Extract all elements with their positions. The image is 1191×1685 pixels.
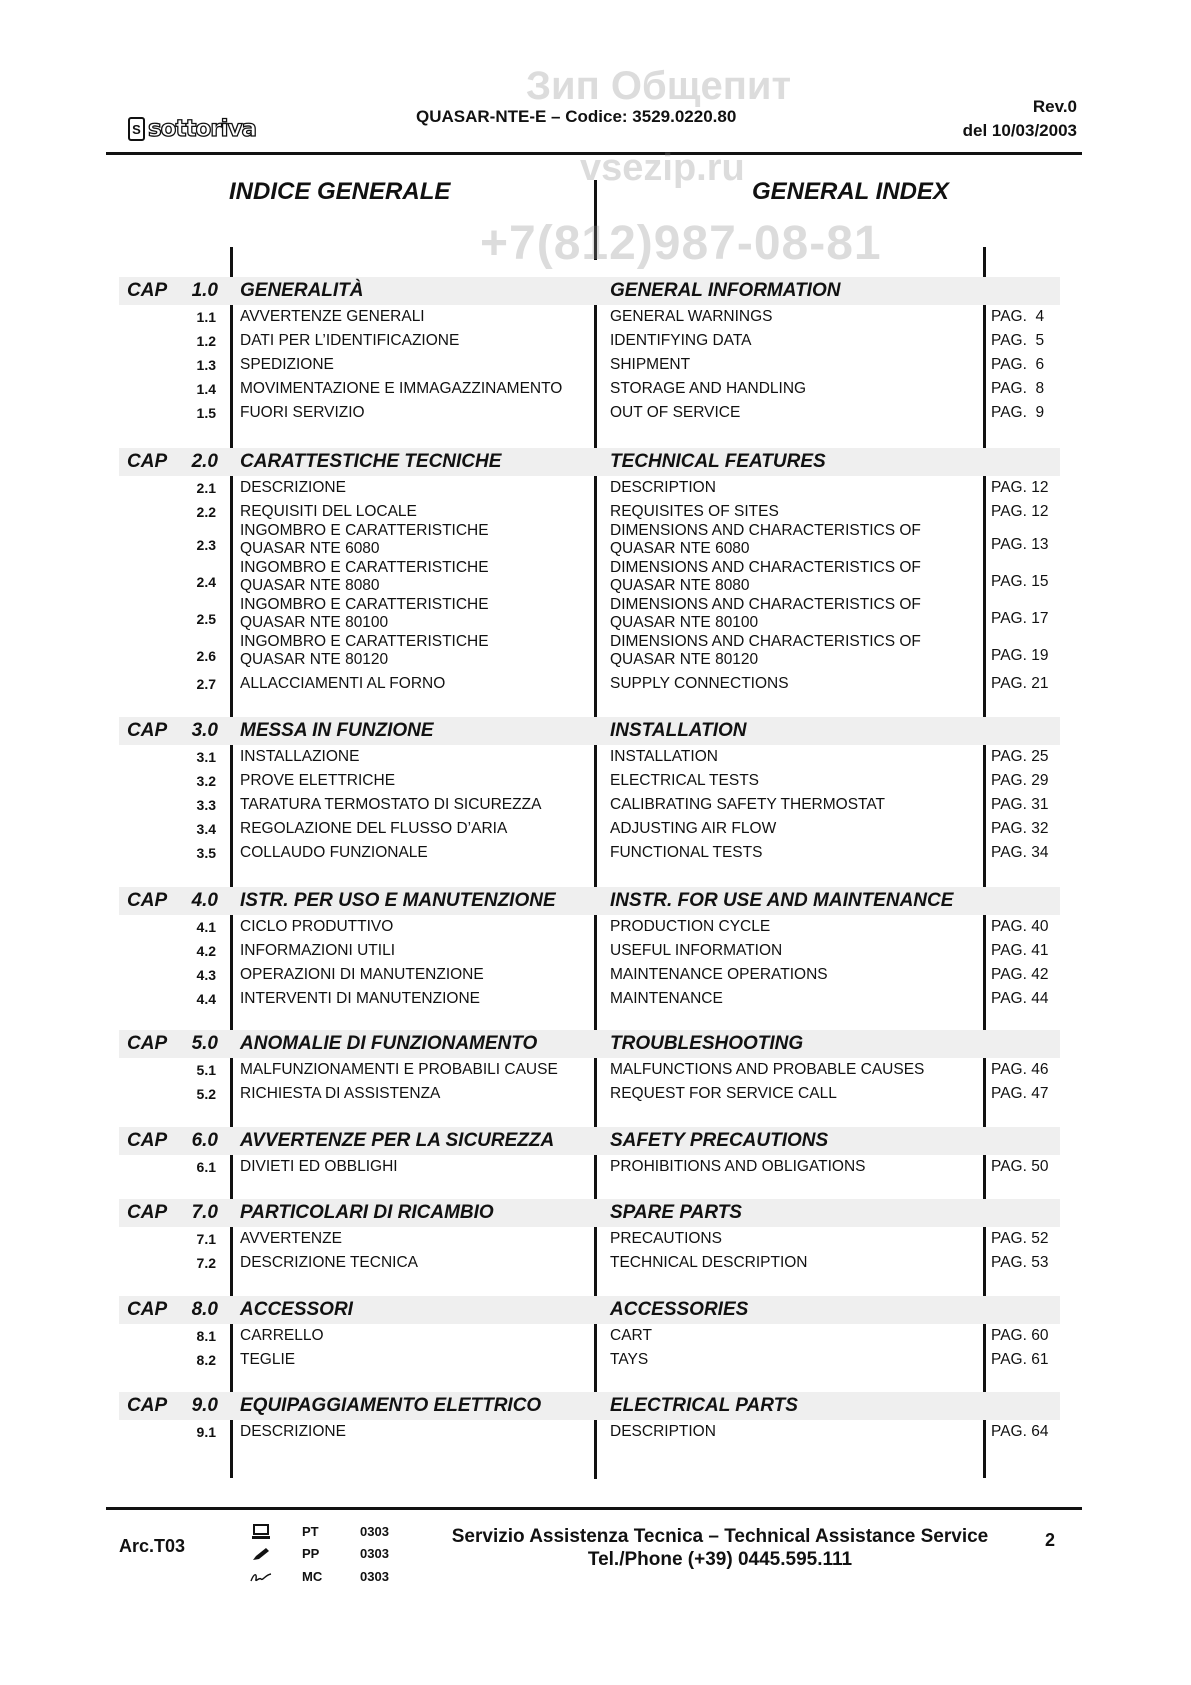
item-page: PAG. 32 (991, 820, 1049, 837)
item-title-en-line2: QUASAR NTE 80120 (610, 651, 759, 668)
item-title-en: DIMENSIONS AND CHARACTERISTICS OF (610, 559, 921, 576)
item-page: PAG. 41 (991, 942, 1049, 959)
chapter-label: CAP (127, 1299, 168, 1320)
signature-value-mc: 0303 (360, 1569, 389, 1584)
item-number: 5.2 (196, 1086, 216, 1102)
item-number: 4.2 (196, 943, 216, 959)
revision: Rev.0 (1032, 97, 1077, 116)
chapter-title-it: ACCESSORI (240, 1299, 353, 1320)
item-number: 5.1 (196, 1062, 216, 1078)
item-title-it: FUORI SERVIZIO (240, 404, 365, 421)
service-line: Servizio Assistenza Tecnica – Technical Assistance Service (451, 1526, 989, 1547)
item-number: 2.4 (196, 574, 216, 590)
signature-label-pt: PT (302, 1524, 319, 1539)
chapter-title-it: AVVERTENZE PER LA SICUREZZA (240, 1130, 555, 1151)
chapter-title-it: EQUIPAGGIAMENTO ELETTRICO (240, 1395, 542, 1416)
computer-icon (250, 1524, 272, 1540)
item-title-en: CART (610, 1327, 652, 1344)
signature-value-pt: 0303 (360, 1524, 389, 1539)
item-number: 9.1 (196, 1424, 216, 1440)
item-page: PAG. 12 (991, 503, 1049, 520)
item-number: 3.1 (196, 749, 216, 765)
item-page: PAG. 50 (991, 1158, 1049, 1175)
item-number: 3.3 (196, 797, 216, 813)
item-number: 2.3 (196, 537, 216, 553)
item-title-en: IDENTIFYING DATA (610, 332, 752, 349)
watermark-line-3: +7(812)987-08-81 (480, 217, 882, 270)
item-title-it: TEGLIE (240, 1351, 296, 1368)
item-number: 4.3 (196, 967, 216, 983)
chapter-title-it: GENERALITÀ (240, 280, 364, 301)
item-number: 2.1 (196, 480, 216, 496)
item-number: 1.5 (196, 405, 216, 421)
chapter-title-it: ISTR. PER USO E MANUTENZIONE (240, 890, 556, 911)
item-page: PAG. 46 (991, 1061, 1049, 1078)
chapter-number: 6.0 (191, 1130, 218, 1151)
pen-icon (250, 1546, 272, 1562)
item-title-en: FUNCTIONAL TESTS (610, 844, 763, 861)
item-title-en: DIMENSIONS AND CHARACTERISTICS OF (610, 522, 921, 539)
watermark-line-2: vsezip.ru (580, 147, 745, 189)
item-title-en: REQUISITES OF SITES (610, 503, 779, 520)
item-title-it: REGOLAZIONE DEL FLUSSO D’ARIA (240, 820, 508, 837)
chapter-title-en: SAFETY PRECAUTIONS (610, 1130, 829, 1151)
item-title-en: INSTALLATION (610, 748, 718, 765)
chapter-label: CAP (127, 1202, 168, 1223)
item-title-it: DESCRIZIONE (240, 479, 346, 496)
signature-label-mc: MC (302, 1569, 323, 1584)
item-number: 3.5 (196, 845, 216, 861)
item-title-it-line2: QUASAR NTE 80120 (240, 651, 389, 668)
item-title-en: DESCRIPTION (610, 479, 716, 496)
item-title-it: MOVIMENTAZIONE E IMMAGAZZINAMENTO (240, 380, 563, 397)
chapter-number: 3.0 (191, 720, 218, 741)
item-number: 8.2 (196, 1352, 216, 1368)
item-page: PAG. 34 (991, 844, 1049, 861)
item-title-en-line2: QUASAR NTE 80100 (610, 614, 759, 631)
chapter-title-en: ELECTRICAL PARTS (610, 1395, 798, 1416)
item-number: 1.4 (196, 381, 216, 397)
item-title-it: CARRELLO (240, 1327, 324, 1344)
item-title-it: COLLAUDO FUNZIONALE (240, 844, 428, 861)
item-page: PAG. 52 (991, 1230, 1049, 1247)
item-title-en: DIMENSIONS AND CHARACTERISTICS OF (610, 596, 921, 613)
chapter-number: 8.0 (191, 1299, 218, 1320)
item-number: 2.7 (196, 676, 216, 692)
item-title-it: INGOMBRO E CARATTERISTICHE (240, 633, 489, 650)
item-page: PAG. 60 (991, 1327, 1049, 1344)
header-rule (106, 152, 1082, 155)
column-line-left (230, 247, 233, 1478)
item-page: PAG. 17 (991, 610, 1049, 627)
item-page: PAG. 64 (991, 1423, 1049, 1440)
item-title-en: GENERAL WARNINGS (610, 308, 773, 325)
item-number: 2.2 (196, 504, 216, 520)
chapter-number: 7.0 (191, 1202, 218, 1223)
chapter-title-en: INSTALLATION (610, 720, 747, 741)
revision-date: del 10/03/2003 (962, 121, 1077, 140)
item-page: PAG. 12 (991, 479, 1049, 496)
chapter-label: CAP (127, 890, 168, 911)
item-title-en: PRECAUTIONS (610, 1230, 722, 1247)
chapter-title-it: CARATTESTICHE TECNICHE (240, 451, 502, 472)
item-page: PAG. 42 (991, 966, 1049, 983)
item-title-en: TECHNICAL DESCRIPTION (610, 1254, 808, 1271)
item-title-it: RICHIESTA DI ASSISTENZA (240, 1085, 441, 1102)
service-info (430, 1525, 1010, 1571)
item-number: 6.1 (196, 1159, 216, 1175)
item-page: PAG. 5 (991, 332, 1045, 349)
item-title-it: DESCRIZIONE (240, 1423, 346, 1440)
item-title-en: STORAGE AND HANDLING (610, 380, 807, 397)
item-number: 4.1 (196, 919, 216, 935)
item-title-en: MAINTENANCE OPERATIONS (610, 966, 828, 983)
item-title-en: DIMENSIONS AND CHARACTERISTICS OF (610, 633, 921, 650)
item-number: 8.1 (196, 1328, 216, 1344)
item-title-en: REQUEST FOR SERVICE CALL (610, 1085, 837, 1102)
item-page: PAG. 13 (991, 536, 1049, 553)
item-title-it-line2: QUASAR NTE 6080 (240, 540, 380, 557)
item-title-it: INGOMBRO E CARATTERISTICHE (240, 596, 489, 613)
item-number: 2.6 (196, 648, 216, 664)
item-page: PAG. 47 (991, 1085, 1049, 1102)
item-title-it: MALFUNZIONAMENTI E PROBABILI CAUSE (240, 1061, 558, 1078)
item-title-en: SUPPLY CONNECTIONS (610, 675, 789, 692)
item-title-it: INGOMBRO E CARATTERISTICHE (240, 522, 489, 539)
item-title-en: ADJUSTING AIR FLOW (610, 820, 777, 837)
item-number: 1.3 (196, 357, 216, 373)
item-page: PAG. 31 (991, 796, 1049, 813)
item-title-it: DIVIETI ED OBBLIGHI (240, 1158, 398, 1175)
signature-value-pp: 0303 (360, 1546, 389, 1561)
item-title-it: OPERAZIONI DI MANUTENZIONE (240, 966, 484, 983)
chapter-title-en: GENERAL INFORMATION (610, 280, 841, 301)
chapter-number: 1.0 (191, 280, 218, 301)
chapter-label: CAP (127, 1130, 168, 1151)
index-title-en: GENERAL INDEX (752, 178, 949, 205)
chapter-title-en: SPARE PARTS (610, 1202, 742, 1223)
item-title-en: OUT OF SERVICE (610, 404, 741, 421)
archive-code: Arc.T03 (119, 1536, 186, 1556)
item-page: PAG. 15 (991, 573, 1049, 590)
item-number: 1.1 (196, 309, 216, 325)
item-title-en: SHIPMENT (610, 356, 691, 373)
item-title-en: USEFUL INFORMATION (610, 942, 783, 959)
item-page: PAG. 19 (991, 647, 1049, 664)
chapter-label: CAP (127, 451, 168, 472)
chapter-label: CAP (127, 720, 168, 741)
item-title-en: MALFUNCTIONS AND PROBABLE CAUSES (610, 1061, 925, 1078)
item-number: 2.5 (196, 611, 216, 627)
chapter-title-en: TECHNICAL FEATURES (610, 451, 826, 472)
phone-line: Tel./Phone (+39) 0445.595.111 (587, 1549, 853, 1570)
item-page: PAG. 25 (991, 748, 1049, 765)
chapter-label: CAP (127, 1033, 168, 1054)
item-title-it: INFORMAZIONI UTILI (240, 942, 395, 959)
item-title-it-line2: QUASAR NTE 8080 (240, 577, 380, 594)
item-title-en-line2: QUASAR NTE 6080 (610, 540, 750, 557)
item-page: PAG. 6 (991, 356, 1045, 373)
chapter-number: 5.0 (191, 1033, 218, 1054)
item-number: 7.1 (196, 1231, 216, 1247)
sottoriva-logo (128, 113, 256, 145)
item-title-it: REQUISITI DEL LOCALE (240, 503, 417, 520)
chapter-number: 9.0 (191, 1395, 218, 1416)
watermark-line-1: Зип Общепит (526, 64, 792, 108)
chapter-label: CAP (127, 280, 168, 301)
item-title-it: SPEDIZIONE (240, 356, 334, 373)
item-page: PAG. 53 (991, 1254, 1049, 1271)
item-title-it: DESCRIZIONE TECNICA (240, 1254, 418, 1271)
document-code: QUASAR-NTE-E – Codice: 3529.0220.80 (416, 107, 737, 126)
revision-block (963, 95, 1077, 143)
item-title-en: PROHIBITIONS AND OBLIGATIONS (610, 1158, 866, 1175)
title-divider (594, 180, 597, 260)
item-title-it: INGOMBRO E CARATTERISTICHE (240, 559, 489, 576)
item-title-en: PRODUCTION CYCLE (610, 918, 771, 935)
item-page: PAG. 9 (991, 404, 1045, 421)
item-title-it: INSTALLAZIONE (240, 748, 360, 765)
item-title-it: DATI PER L’IDENTIFICAZIONE (240, 332, 460, 349)
logo-mark-icon: S (128, 117, 145, 141)
item-page: PAG. 21 (991, 675, 1049, 692)
item-number: 3.4 (196, 821, 216, 837)
item-title-en: MAINTENANCE (610, 990, 723, 1007)
item-title-it: INTERVENTI DI MANUTENZIONE (240, 990, 480, 1007)
chapter-title-en: TROUBLESHOOTING (610, 1033, 804, 1054)
item-title-it-line2: QUASAR NTE 80100 (240, 614, 389, 631)
chapter-title-en: ACCESSORIES (610, 1299, 749, 1320)
chapter-label: CAP (127, 1395, 168, 1416)
item-title-it: PROVE ELETTRICHE (240, 772, 396, 789)
logo-text: sottoriva (147, 116, 256, 142)
footer-rule (106, 1507, 1082, 1510)
item-title-en: CALIBRATING SAFETY THERMOSTAT (610, 796, 886, 813)
item-page: PAG. 8 (991, 380, 1045, 397)
item-number: 4.4 (196, 991, 216, 1007)
item-title-en: ELECTRICAL TESTS (610, 772, 760, 789)
chapter-number: 4.0 (191, 890, 218, 911)
chapter-number: 2.0 (191, 451, 218, 472)
item-title-it: AVVERTENZE GENERALI (240, 308, 425, 325)
item-page: PAG. 4 (991, 308, 1045, 325)
item-number: 3.2 (196, 773, 216, 789)
chapter-title-it: PARTICOLARI DI RICAMBIO (240, 1202, 494, 1223)
chapter-title-it: MESSA IN FUNZIONE (240, 720, 434, 741)
chapter-title-en: INSTR. FOR USE AND MAINTENANCE (610, 890, 954, 911)
item-title-it: CICLO PRODUTTIVO (240, 918, 394, 935)
signature-label-pp: PP (302, 1546, 320, 1561)
item-title-it: AVVERTENZE (240, 1230, 342, 1247)
item-title-en: DESCRIPTION (610, 1423, 716, 1440)
item-page: PAG. 29 (991, 772, 1049, 789)
item-title-it: TARATURA TERMOSTATO DI SICUREZZA (240, 796, 542, 813)
item-page: PAG. 61 (991, 1351, 1049, 1368)
item-number: 7.2 (196, 1255, 216, 1271)
item-title-en: TAYS (610, 1351, 649, 1368)
item-title-en-line2: QUASAR NTE 8080 (610, 577, 750, 594)
item-page: PAG. 44 (991, 990, 1049, 1007)
page-number: 2 (1045, 1530, 1056, 1550)
chapter-title-it: ANOMALIE DI FUNZIONAMENTO (240, 1033, 538, 1054)
column-line-right (983, 247, 986, 1478)
signature-icon (250, 1569, 272, 1585)
item-number: 1.2 (196, 333, 216, 349)
item-title-it: ALLACCIAMENTI AL FORNO (240, 675, 446, 692)
index-title-it: INDICE GENERALE (229, 178, 451, 205)
item-page: PAG. 40 (991, 918, 1049, 935)
